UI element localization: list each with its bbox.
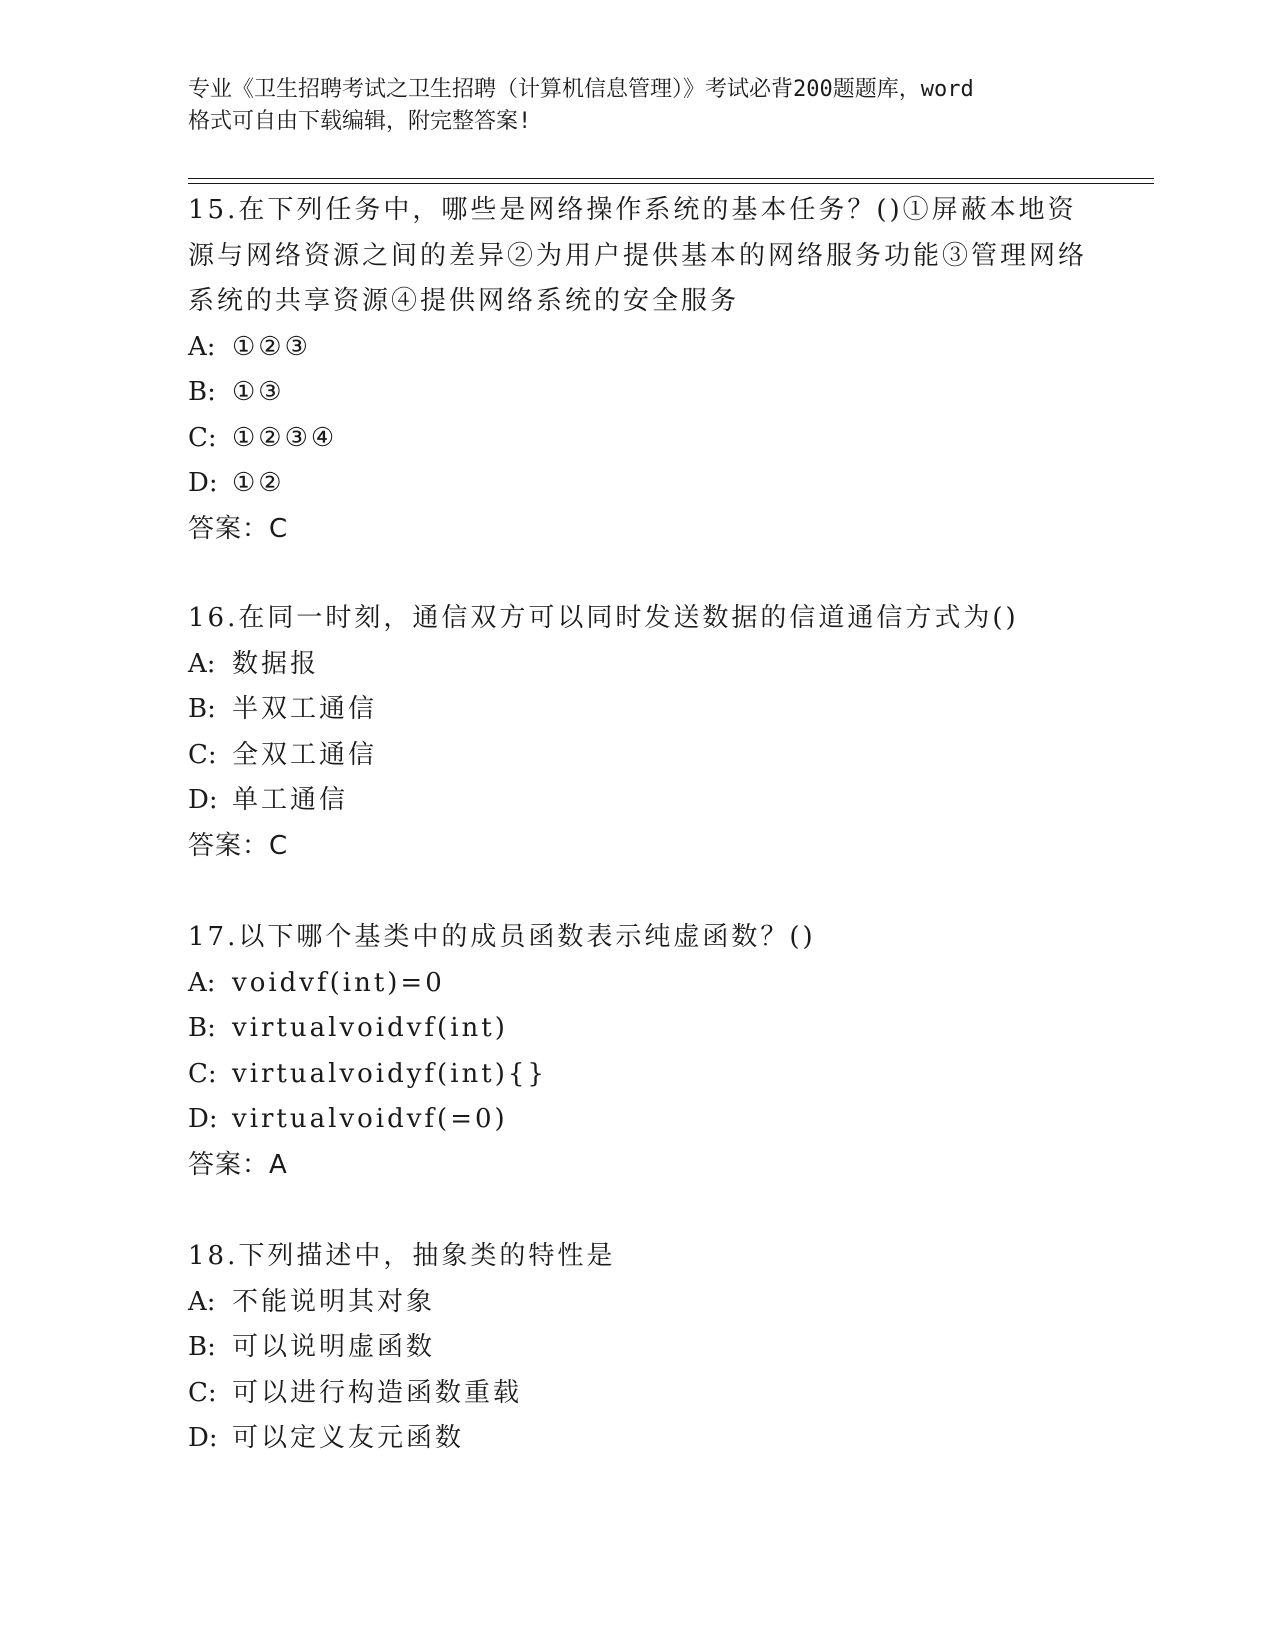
option-text: virtualvoidvf(=0) [232,1104,508,1134]
option-letter: C: [188,422,217,453]
option-text: ①②③ [232,331,311,362]
option-letter: C: [188,1377,217,1408]
option-a [188,1280,1088,1326]
header-line-1: 专业《卫生招聘考试之卫生招聘（计算机信息管理）》考试必背200题题库，word [188,77,974,102]
question-17 [188,915,1088,1188]
option-c [188,416,1088,462]
option-letter: D: [188,1104,218,1134]
option-letter: D: [188,468,218,498]
question-18 [188,1234,1088,1462]
question-stem: 16.在同一时刻，通信双方可以同时发送数据的信道通信方式为() [188,603,1019,633]
option-text: 半双工通信 [232,694,378,724]
header-line-2: 格式可自由下载编辑，附完整答案! [188,109,532,134]
option-b [188,370,1088,416]
answer-line: 答案：A [188,1149,288,1180]
option-d [188,1416,1088,1462]
option-a [188,961,1088,1007]
option-letter: C: [188,739,217,770]
option-c [188,733,1088,779]
option-text: 不能说明其对象 [232,1286,436,1317]
question-15 [188,188,1088,552]
option-a [188,642,1088,688]
option-letter: B: [188,377,216,407]
option-text: 单工通信 [232,785,349,815]
option-letter: A: [188,1286,216,1317]
answer-line: 答案：C [188,513,289,544]
option-text: ①③ [232,377,285,407]
option-letter: D: [188,785,218,815]
option-b [188,1325,1088,1371]
option-text: virtualvoidvf(int) [232,1013,508,1043]
option-d [188,461,1088,507]
option-letter: A: [188,331,216,362]
option-letter: B: [188,694,216,724]
option-text: 可以定义友元函数 [232,1423,465,1453]
option-text: 数据报 [232,648,320,679]
option-text: 全双工通信 [232,739,378,770]
option-text: ①②③④ [232,422,338,453]
option-c [188,1052,1088,1098]
header-divider-top [188,178,1154,179]
option-text: 可以进行构造函数重载 [232,1377,523,1408]
answer-line: 答案：C [188,830,289,861]
option-c [188,1371,1088,1417]
question-stem: 15.在下列任务中，哪些是网络操作系统的基本任务？()①屏蔽本地资源与网络资源之间的差异②为用户提供基本的网络服务功能③管理网络系统的共享资源④提供网络系统的安全服务 [188,195,1088,316]
option-letter: A: [188,967,216,998]
option-letter: B: [188,1013,216,1043]
option-b [188,687,1088,733]
option-text: 可以说明虚函数 [232,1332,436,1362]
option-letter: A: [188,648,216,679]
question-stem: 18.下列描述中，抽象类的特性是 [188,1241,616,1271]
option-text: ①② [232,468,285,498]
option-d [188,1097,1088,1143]
option-letter: B: [188,1332,216,1362]
question-stem: 17.以下哪个基类中的成员函数表示纯虚函数？() [188,922,816,952]
option-d [188,778,1088,824]
option-letter: D: [188,1423,218,1453]
option-text: virtualvoidyf(int){} [232,1058,547,1089]
option-letter: C: [188,1058,217,1089]
option-text: voidvf(int)=0 [232,967,445,998]
option-a [188,325,1088,371]
option-b [188,1006,1088,1052]
header-divider-bottom [188,183,1154,184]
document-header [188,74,1088,138]
question-16 [188,596,1088,869]
